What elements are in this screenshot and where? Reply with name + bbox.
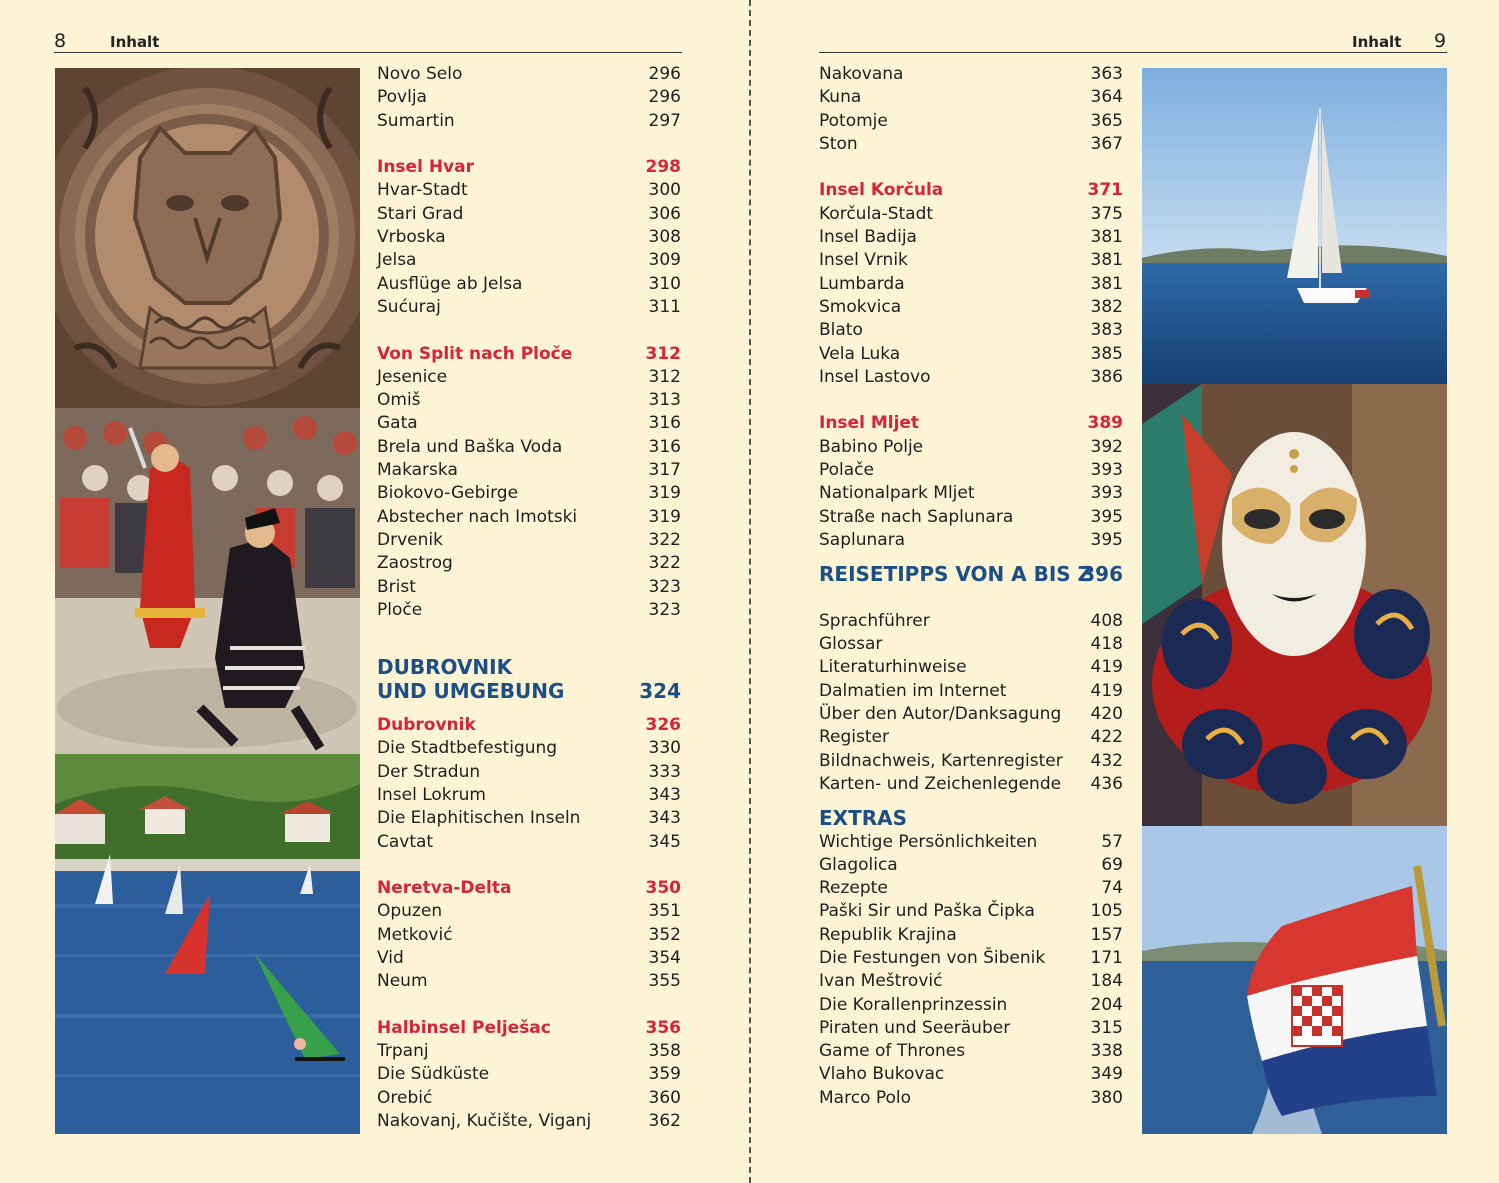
toc-part-heading [819,807,1123,830]
toc-entry [377,1040,681,1063]
toc-entry-title: Dubrovnik [377,715,476,736]
toc-entry-title: Lumbarda [819,273,905,294]
toc-entry-page: 171 [1090,947,1123,968]
left-page [0,0,749,1183]
toc-entry-title: Neretva-Delta [377,878,512,899]
toc-entry [819,610,1123,633]
toc-entry-page: 157 [1090,924,1123,945]
toc-entry [377,412,681,435]
toc-entry-title: Gata [377,413,418,434]
toc-entry [819,703,1123,726]
toc-spacer [819,587,1123,610]
toc-entry-page: 184 [1090,971,1123,992]
toc-entry [377,900,681,923]
page-number: 8 [54,30,67,52]
toc-entry-title: Neum [377,971,428,992]
toc-entry-title: Saplunara [819,529,906,550]
header-title: Inhalt [110,33,160,51]
toc-entry-title: Nationalpark Mljet [819,483,975,504]
toc-entry-title: Insel Lokrum [377,784,486,805]
toc-entry-page: 367 [1090,133,1123,154]
toc-entry-title: Register [819,727,889,748]
toc-entry-page: 69 [1101,854,1123,875]
toc-entry [377,226,681,249]
toc-entry [819,343,1123,366]
toc-entry [819,633,1123,656]
toc-section-heading [377,877,681,900]
toc-entry [819,319,1123,342]
toc-entry-title: Halbinsel Pelješac [377,1017,551,1038]
toc-entry [377,436,681,459]
toc-entry [819,529,1123,552]
toc-entry-title: Insel Badija [819,227,917,248]
toc-entry-title: Orebić [377,1087,433,1108]
toc-entry-page: 298 [645,157,681,178]
toc-entry-page: 375 [1090,203,1123,224]
toc-entry-title: Über den Autor/Danksagung [819,704,1062,725]
toc-entry-title: DUBROVNIK [377,655,513,680]
toc-entry-title: Die Südküste [377,1064,490,1085]
toc-entry-title: Nakovanj, Kučište, Viganj [377,1111,592,1132]
photo-stone-lion-relief [55,68,360,408]
toc-entry-title: Makarska [377,460,458,481]
toc-entry [377,506,681,529]
page-number: 9 [1434,30,1447,52]
toc-entry-page: 319 [648,506,681,527]
toc-entry [377,784,681,807]
toc-entry-page: 352 [648,924,681,945]
toc-entry-title: Republik Krajina [819,924,957,945]
toc-entry-title: Opuzen [377,901,443,922]
toc-entry [377,86,681,109]
toc-entry [377,924,681,947]
toc-entry-page: 419 [1090,680,1123,701]
toc-entry [377,179,681,202]
toc-entry-title: Game of Thrones [819,1041,966,1062]
toc-entry-title: Insel Korčula [819,180,944,201]
toc-entry-page: 419 [1090,657,1123,678]
toc-entry-page: 395 [1090,529,1123,550]
toc-entry-title: Nakovana [819,64,904,84]
toc-entry-title: Die Festungen von Šibenik [819,947,1046,968]
toc-part-heading [819,563,1123,586]
toc-entry-page: 358 [648,1041,681,1062]
toc-entry-page: 300 [648,180,681,201]
toc-entry [819,249,1123,272]
toc-list-left [377,63,681,1133]
toc-spacer [819,156,1123,179]
toc-entry-page: 312 [645,343,681,364]
toc-entry-page: 362 [648,1111,681,1132]
toc-entry [377,576,681,599]
toc-entry [377,1110,681,1133]
toc-entry-page: 389 [1087,413,1123,434]
toc-entry [377,947,681,970]
toc-entry-page: 333 [648,761,681,782]
toc-entry-page: 322 [648,553,681,574]
toc-entry [377,203,681,226]
toc-entry-title: Insel Mljet [819,413,920,434]
toc-entry-page: 310 [648,273,681,294]
toc-entry-page: 385 [1090,343,1123,364]
header-rule [819,52,1447,53]
toc-entry-title: Biokovo-Gebirge [377,483,519,504]
toc-entry-page: 322 [648,529,681,550]
toc-entry-title: Hvar-Stadt [377,180,468,201]
toc-entry-title: Novo Selo [377,64,463,84]
toc-entry [377,366,681,389]
toc-entry-title: Insel Hvar [377,157,474,178]
toc-entry [377,761,681,784]
toc-entry-page: 319 [648,483,681,504]
toc-entry-title: Die Elaphitischen Inseln [377,808,581,829]
toc-entry-title: Bildnachweis, Kartenregister [819,750,1063,771]
toc-entry-page: 354 [648,947,681,968]
toc-entry-page: 315 [1090,1017,1123,1038]
toc-entry-page: 323 [648,576,681,597]
toc-entry [377,110,681,133]
toc-entry-page: 386 [1090,366,1123,387]
toc-entry-title: Die Korallenprinzessin [819,994,1008,1015]
toc-entry-page: 309 [648,250,681,271]
toc-spacer [377,854,681,877]
toc-entry-title: Marco Polo [819,1087,912,1108]
toc-entry [819,773,1123,796]
toc-spacer [377,994,681,1017]
toc-entry-title: Potomje [819,110,888,131]
toc-entry-title: Paški Sir und Paška Čipka [819,901,1035,922]
toc-entry-title: Blato [819,320,863,341]
toc-entry-title: Cavtat [377,831,434,852]
toc-section-heading [377,714,681,737]
toc-entry [377,63,681,86]
toc-entry [819,86,1123,109]
toc-entry [819,296,1123,319]
toc-entry [377,1063,681,1086]
toc-entry-title: Vrboska [377,227,446,248]
toc-entry-page: 330 [648,738,681,759]
toc-spacer [377,133,681,156]
toc-entry-page: 316 [648,436,681,457]
toc-entry-title: Sprachführer [819,610,930,631]
toc-entry-title: Abstecher nach Imotski [377,506,578,527]
header-rule [54,52,682,53]
toc-entry-page: 360 [648,1087,681,1108]
toc-entry [819,133,1123,156]
toc-entry-title: Metković [377,924,453,945]
photo-carnival-mask [1142,384,1447,826]
toc-entry [377,249,681,272]
toc-entry-page: 422 [1090,727,1123,748]
toc-entry [377,970,681,993]
toc-entry-page: 343 [648,808,681,829]
toc-entry-page: 408 [1090,610,1123,631]
toc-entry-page: 363 [1090,64,1123,84]
toc-entry [377,529,681,552]
toc-entry-page: 349 [1090,1064,1123,1085]
toc-entry-page: 316 [648,413,681,434]
toc-entry-title: Stari Grad [377,203,464,224]
toc-entry-page: 312 [648,366,681,387]
toc-entry [819,1087,1123,1110]
toc-entry-title: Vid [377,947,404,968]
toc-entry [819,436,1123,459]
toc-entry [819,226,1123,249]
toc-entry-title: Straße nach Saplunara [819,506,1014,527]
toc-entry-page: 380 [1090,1087,1123,1108]
toc-entry-title: Povlja [377,87,427,108]
toc-entry [377,459,681,482]
toc-entry [819,482,1123,505]
toc-entry-title: Literaturhinweise [819,657,967,678]
photo-windsurfers [55,754,360,1134]
toc-entry-title: Smokvica [819,296,902,317]
toc-entry-title: Sućuraj [377,296,441,317]
toc-entry [377,389,681,412]
toc-entry [819,854,1123,877]
toc-entry [819,680,1123,703]
header-title: Inhalt [1352,33,1402,51]
toc-entry-title: Vlaho Bukovac [819,1064,945,1085]
toc-entry-page: 308 [648,227,681,248]
toc-entry-page: 350 [645,878,681,899]
toc-entry [377,482,681,505]
photo-sailboat [1142,68,1447,384]
toc-entry [377,831,681,854]
toc-entry [819,947,1123,970]
toc-entry-page: 381 [1090,250,1123,271]
toc-section-heading [819,179,1123,202]
photo-moreska-dancers [55,408,360,754]
toc-entry [819,506,1123,529]
toc-entry-title: Glossar [819,634,883,655]
toc-entry-title: Von Split nach Ploče [377,343,573,364]
toc-entry [819,110,1123,133]
toc-entry-page: 311 [648,296,681,317]
toc-entry-title: UND UMGEBUNG [377,678,565,703]
toc-entry-title: Ploče [377,599,423,620]
toc-entry-page: 105 [1090,901,1123,922]
toc-entry [819,994,1123,1017]
toc-part-heading [377,680,681,703]
toc-entry-title: Glagolica [819,854,898,875]
toc-entry-title: Ausflüge ab Jelsa [377,273,523,294]
toc-entry-page: 313 [648,390,681,411]
toc-entry-page: 296 [648,64,681,84]
toc-entry-page: 57 [1101,831,1123,852]
toc-entry-title: Ivan Meštrović [819,971,943,992]
toc-entry-title: Kuna [819,87,862,108]
toc-entry-page: 326 [645,715,681,736]
toc-entry-title: Karten- und Zeichenlegende [819,773,1062,794]
toc-entry-title: Brist [377,576,416,597]
toc-entry [819,459,1123,482]
toc-entry-title: Dalmatien im Internet [819,680,1007,701]
toc-entry-page: 297 [648,110,681,131]
toc-entry-title: Trpanj [377,1041,429,1062]
toc-entry-title: Omiš [377,390,421,411]
toc-entry [819,273,1123,296]
toc-entry [377,1087,681,1110]
toc-entry-title: Sumartin [377,110,455,131]
toc-entry [377,599,681,622]
toc-entry [819,1040,1123,1063]
toc-entry [377,737,681,760]
toc-entry [819,1063,1123,1086]
toc-entry-page: 381 [1090,273,1123,294]
toc-entry-title: Vela Luka [819,343,901,364]
toc-entry-page: 345 [648,831,681,852]
toc-entry [819,877,1123,900]
toc-entry-page: 396 [1081,562,1123,587]
toc-entry-page: 323 [648,599,681,620]
toc-part-heading [377,656,681,679]
toc-section-heading [377,156,681,179]
toc-spacer [377,622,681,645]
toc-entry-title: Ston [819,133,858,154]
toc-entry-page: 395 [1090,506,1123,527]
right-page [751,0,1499,1183]
toc-entry [819,63,1123,86]
toc-entry [377,273,681,296]
toc-section-heading [377,343,681,366]
toc-entry-title: Brela und Baška Voda [377,436,563,457]
toc-entry-page: 359 [648,1064,681,1085]
toc-entry-page: 392 [1090,436,1123,457]
toc-entry-title: Piraten und Seeräuber [819,1017,1011,1038]
toc-entry [819,750,1123,773]
toc-entry-title: REISETIPPS VON A BIS Z [819,562,1093,587]
toc-entry-page: 393 [1090,460,1123,481]
toc-spacer [377,703,681,714]
toc-entry [819,924,1123,947]
toc-entry-page: 420 [1090,704,1123,725]
toc-entry-page: 355 [648,971,681,992]
toc-entry-title: Drvenik [377,529,443,550]
toc-entry-page: 393 [1090,483,1123,504]
toc-entry-page: 383 [1090,320,1123,341]
toc-entry [377,807,681,830]
toc-entry-page: 365 [1090,110,1123,131]
toc-entry-title: Wichtige Persönlichkeiten [819,831,1038,852]
toc-spacer [377,319,681,342]
toc-entry-title: Jelsa [377,250,417,271]
toc-entry-page: 338 [1090,1041,1123,1062]
toc-entry-page: 204 [1090,994,1123,1015]
toc-entry-page: 351 [648,901,681,922]
toc-entry [819,970,1123,993]
toc-list-right [819,63,1123,1110]
toc-entry-page: 432 [1090,750,1123,771]
toc-entry-page: 306 [648,203,681,224]
toc-entry-page: 382 [1090,296,1123,317]
toc-entry-page: 317 [648,460,681,481]
toc-section-heading [819,412,1123,435]
toc-entry-page: 356 [645,1017,681,1038]
toc-entry-page: 74 [1101,878,1123,899]
toc-entry [819,1017,1123,1040]
toc-entry-title: Babino Polje [819,436,924,457]
toc-entry-title: Jesenice [377,366,448,387]
toc-entry-title: Polače [819,460,874,481]
toc-entry-page: 371 [1087,180,1123,201]
toc-entry [819,726,1123,749]
toc-entry [377,296,681,319]
toc-entry-title: Insel Lastovo [819,366,931,387]
toc-entry-page: 343 [648,784,681,805]
toc-entry-title: Zaostrog [377,553,453,574]
toc-section-heading [377,1017,681,1040]
toc-entry [819,366,1123,389]
toc-entry-page: 381 [1090,227,1123,248]
toc-entry [819,656,1123,679]
toc-entry-title: Insel Vrnik [819,250,908,271]
toc-entry-page: 436 [1090,773,1123,794]
toc-entry-page: 324 [639,678,681,703]
toc-entry-page: 296 [648,87,681,108]
toc-entry [819,203,1123,226]
toc-spacer [819,389,1123,412]
toc-entry-page: 364 [1090,87,1123,108]
toc-entry-title: Rezepte [819,878,888,899]
toc-entry-title: EXTRAS [819,806,908,831]
toc-entry-title: Korčula-Stadt [819,203,934,224]
toc-entry-title: Der Stradun [377,761,481,782]
toc-entry-title: Die Stadtbefestigung [377,738,558,759]
toc-entry-page: 418 [1090,634,1123,655]
toc-entry [377,552,681,575]
toc-entry [819,900,1123,923]
photo-croatian-flag [1142,826,1447,1134]
toc-entry [819,831,1123,854]
